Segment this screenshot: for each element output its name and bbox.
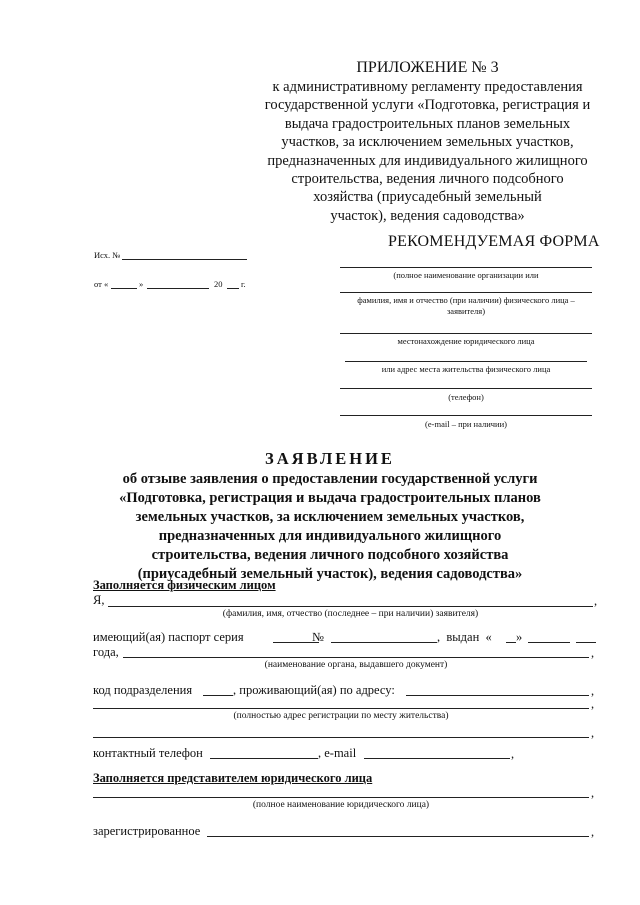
document-title (70, 448, 590, 584)
appendix-line: к административному регламенту предоставления (272, 79, 583, 95)
division-code-label: код подразделения (93, 683, 193, 697)
title-line: земельных участков, за исключением земельных участков, (135, 509, 525, 525)
i-label: Я, (93, 593, 105, 607)
addressee-caption-email: (e-mail – при наличии) (425, 419, 507, 429)
email-label: , e-mail (318, 746, 357, 760)
phone-label: контактный телефон (93, 746, 203, 760)
addressee-location-field[interactable] (340, 333, 592, 334)
address-field-2[interactable] (93, 708, 589, 709)
comma: , (591, 646, 595, 660)
comma: , (594, 594, 598, 608)
addressee-name-field[interactable] (340, 292, 592, 293)
date-prefix: от « (94, 279, 109, 289)
issued-label: , выдан « (437, 630, 492, 644)
appendix-header (250, 58, 605, 225)
legal-name-caption: (полное наименование юридического лица) (252, 800, 430, 810)
legal-name-field[interactable] (93, 797, 589, 798)
date-year-suffix: г. (241, 279, 246, 289)
appendix-line: выдача градостроительных планов земельных (284, 115, 571, 132)
appendix-heading: ПРИЛОЖЕНИЕ № 3 (356, 59, 499, 76)
comma: , (591, 697, 595, 711)
addressee-address-field[interactable] (345, 361, 587, 362)
appendix-line: участков, за исключением земельных участков, (281, 134, 574, 151)
outgoing-number-label: Исх. № (94, 250, 121, 260)
recommended-form-label: РЕКОМЕНДУЕМАЯ ФОРМА (388, 233, 600, 250)
addressee-caption-phone: (телефон) (448, 392, 484, 402)
issued-day-field[interactable] (506, 642, 516, 643)
issued-mid: » (516, 630, 523, 644)
comma: , (511, 747, 515, 761)
addressee-email-field[interactable] (340, 415, 592, 416)
passport-number-label: № (312, 630, 324, 644)
title-line: строительства, ведения личного подсобного хозяйства (151, 547, 509, 563)
appendix-line: государственной услуги «Подготовка, регистрация и (264, 97, 591, 114)
addressee-caption-person: фамилия, имя и отчество (при наличии) физического лица – заявителя) (357, 295, 575, 316)
outgoing-number-field[interactable] (122, 259, 247, 260)
passport-label: имеющий(ая) паспорт серия (93, 630, 244, 644)
comma: , (591, 825, 595, 839)
title-line: «Подготовка, регистрация и выдача градостроительных планов (119, 490, 541, 506)
address-field-1[interactable] (406, 695, 589, 696)
addressee-caption-org: (полное наименование организации или (393, 270, 539, 280)
issuer-field[interactable] (123, 657, 589, 658)
comma: , (591, 786, 595, 800)
date-mid: » (139, 279, 144, 289)
issuer-caption: (наименование органа, выдавшего документ) (264, 660, 448, 670)
comma: , (591, 726, 595, 740)
comma: , (591, 684, 595, 698)
address-caption: (полностью адрес регистрации по месту жительства) (233, 711, 449, 721)
date-month-field[interactable] (147, 288, 209, 289)
individual-section-heading: Заполняется физическим лицом (93, 578, 276, 592)
email-field[interactable] (364, 758, 510, 759)
passport-number-field[interactable] (331, 642, 437, 643)
residing-label: , проживающий(ая) по адресу: (233, 683, 395, 697)
appendix-line: строительства, ведения личного подсобного (291, 171, 564, 188)
date-year-field[interactable] (227, 288, 239, 289)
addressee-org-field[interactable] (340, 267, 592, 268)
title-line: предназначенных для индивидуального жилищного (158, 528, 502, 544)
title-line: (приусадебный земельный участок), ведения садоводства» (137, 566, 523, 582)
registered-field[interactable] (207, 836, 589, 837)
registered-label: зарегистрированное (93, 824, 201, 838)
applicant-name-caption: (фамилия, имя, отчество (последнее – при наличии) заявителя) (222, 609, 479, 619)
year-label: года, (93, 645, 119, 659)
legal-section-heading: Заполняется представителем юридического лица (93, 771, 373, 785)
addressee-caption-address: или адрес места жительства физического лица (381, 364, 551, 374)
title-line: об отзыве заявления о предоставлении государственной услуги (122, 471, 538, 487)
address-field-3[interactable] (93, 737, 589, 738)
phone-field[interactable] (210, 758, 318, 759)
date-year-prefix: 20 (214, 279, 223, 289)
appendix-line: предназначенных для индивидуального жилищного (267, 152, 588, 169)
addressee-caption-location: местонахождение юридического лица (397, 336, 535, 346)
issued-month-field[interactable] (528, 642, 570, 643)
issued-year-field[interactable] (576, 642, 596, 643)
applicant-name-field[interactable] (108, 606, 593, 607)
addressee-phone-field[interactable] (340, 388, 592, 389)
appendix-line: участок), ведения садоводства» (330, 207, 525, 224)
date-day-field[interactable] (111, 288, 137, 289)
appendix-line: хозяйства (приусадебный земельный (313, 189, 542, 206)
division-code-field[interactable] (203, 695, 233, 696)
title-main: ЗАЯВЛЕНИЕ (265, 449, 395, 468)
